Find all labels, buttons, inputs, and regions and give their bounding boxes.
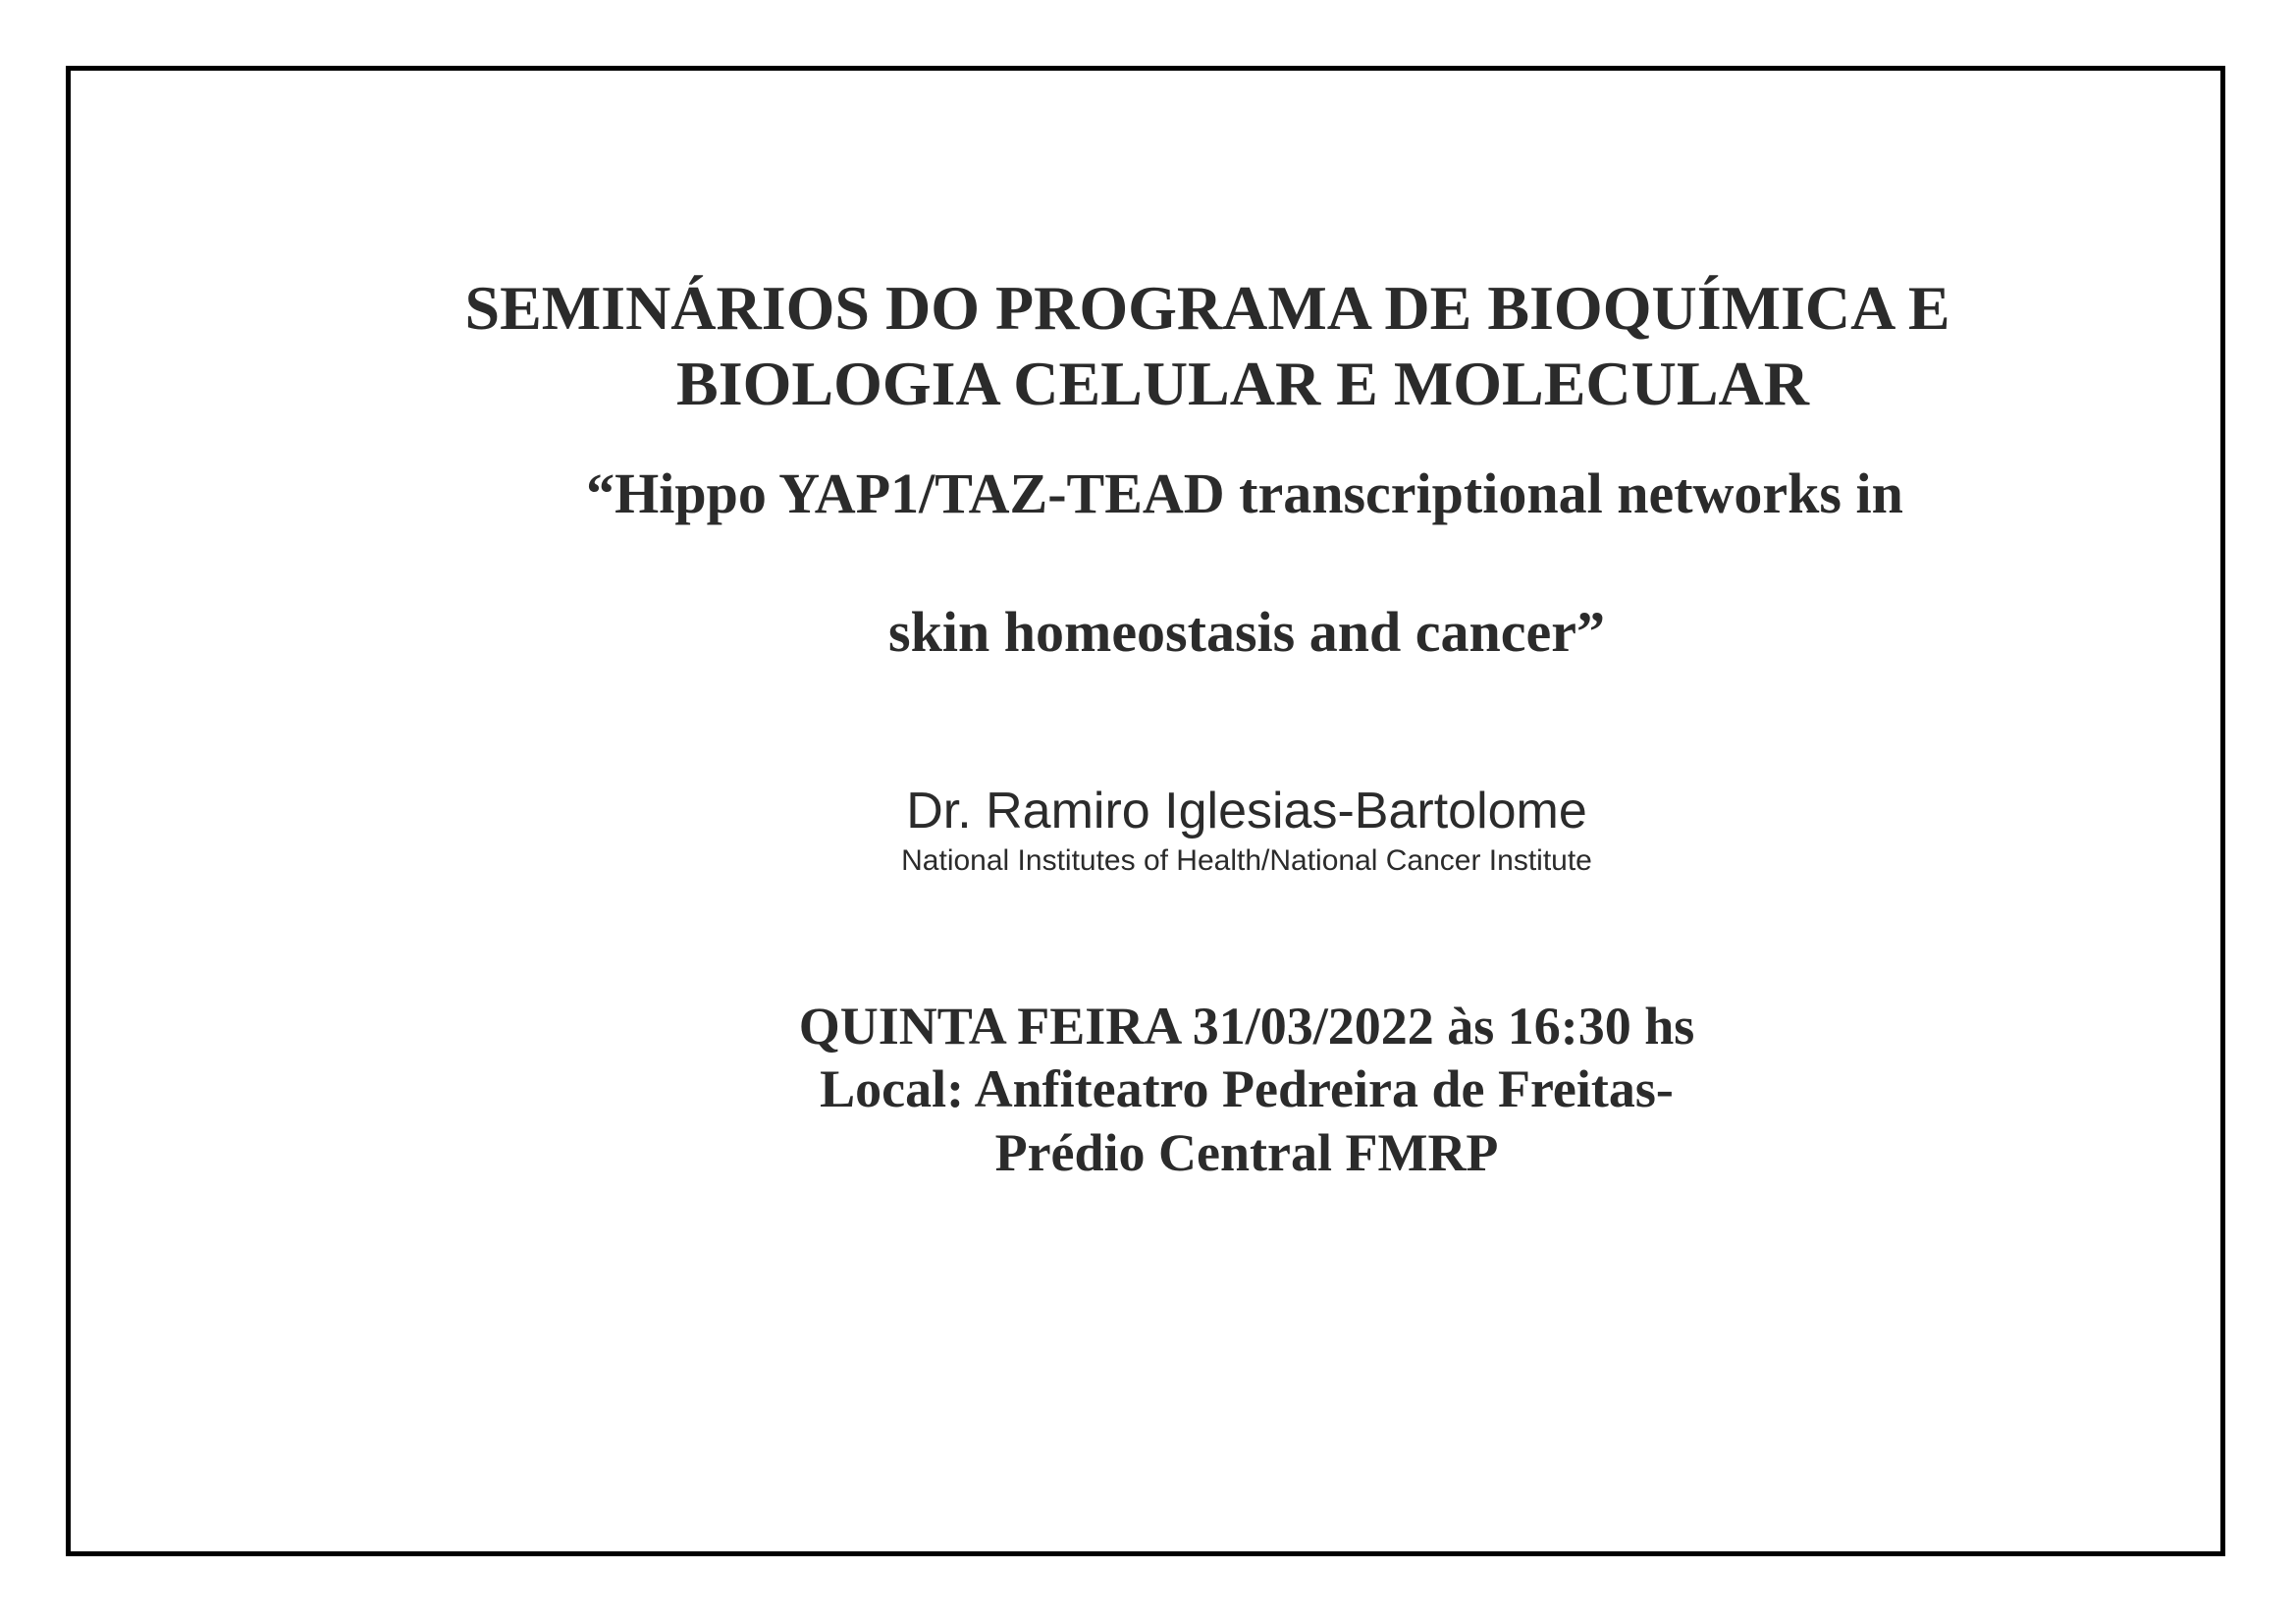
program-title-line-2: BIOLOGIA CELULAR E MOLECULAR [676,349,1809,418]
speaker-name: Dr. Ramiro Iglesias-Bartolome [906,783,1587,839]
event-location-line-2: Prédio Central FMRP [994,1123,1499,1182]
speaker-affiliation: National Institutes of Health/National Cancer Institute [901,844,1592,877]
talk-title-line-2: skin homeostasis and cancer” [888,600,1605,664]
program-title-line-1: SEMINÁRIOS DO PROGRAMA DE BIOQUÍMICA E [464,273,1950,343]
event-location-line-1: Local: Anfiteatro Pedreira de Freitas- [820,1059,1674,1118]
talk-title-line-1: “Hippo YAP1/TAZ-TEAD transcriptional networks in [586,461,1903,525]
event-datetime: QUINTA FEIRA 31/03/2022 às 16:30 hs [798,997,1695,1056]
